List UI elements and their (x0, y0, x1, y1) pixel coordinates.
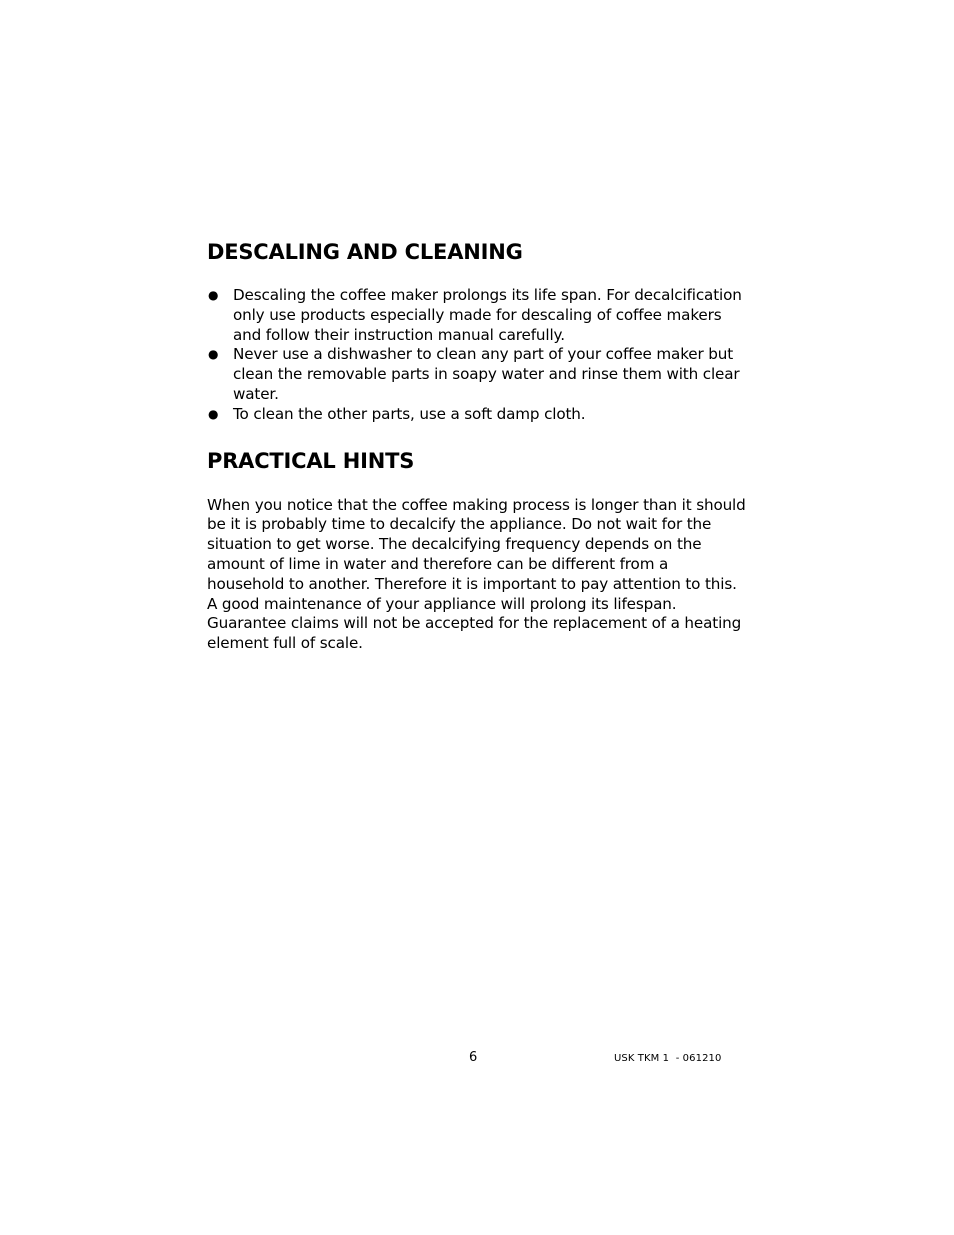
page-content (207, 238, 747, 654)
practical-hints-paragraph: When you notice that the coffee making process is longer than it should be it is probably time to decalcify the appliance. Do not wait for the situation to get worse. The decalcifying frequency depends on the amount of lime in water and therefore can be different from a household to another. Therefore it is important to pay attention to this. A good maintenance of your appliance will prolong its lifespan. Guarantee claims will not be accepted for the replacement of a heating element full of scale. (207, 495, 746, 653)
bullet-text: Never use a dishwasher to clean any part of your coffee maker but clean the removable parts in soapy water and rinse them with clear water. (233, 345, 740, 403)
section-heading-descaling: DESCALING AND CLEANING (207, 240, 523, 264)
section-heading-practical-hints: PRACTICAL HINTS (207, 448, 415, 473)
document-code: USK TKM 1 - 061210 (614, 1053, 722, 1064)
list-item (207, 405, 747, 425)
bullet-icon: ● (208, 288, 219, 302)
descaling-bullet-list (207, 286, 747, 425)
bullet-text: Descaling the coffee maker prolongs its life span. For decalcification only use products especially made for descaling of coffee makers and follow their instruction manual carefully. (233, 286, 742, 344)
page-number: 6 (469, 1050, 478, 1065)
bullet-icon: ● (208, 347, 219, 362)
bullet-icon: ● (208, 406, 219, 421)
list-item (207, 286, 747, 345)
bullet-text: To clean the other parts, use a soft damp cloth. (233, 404, 586, 423)
list-item (207, 345, 747, 404)
